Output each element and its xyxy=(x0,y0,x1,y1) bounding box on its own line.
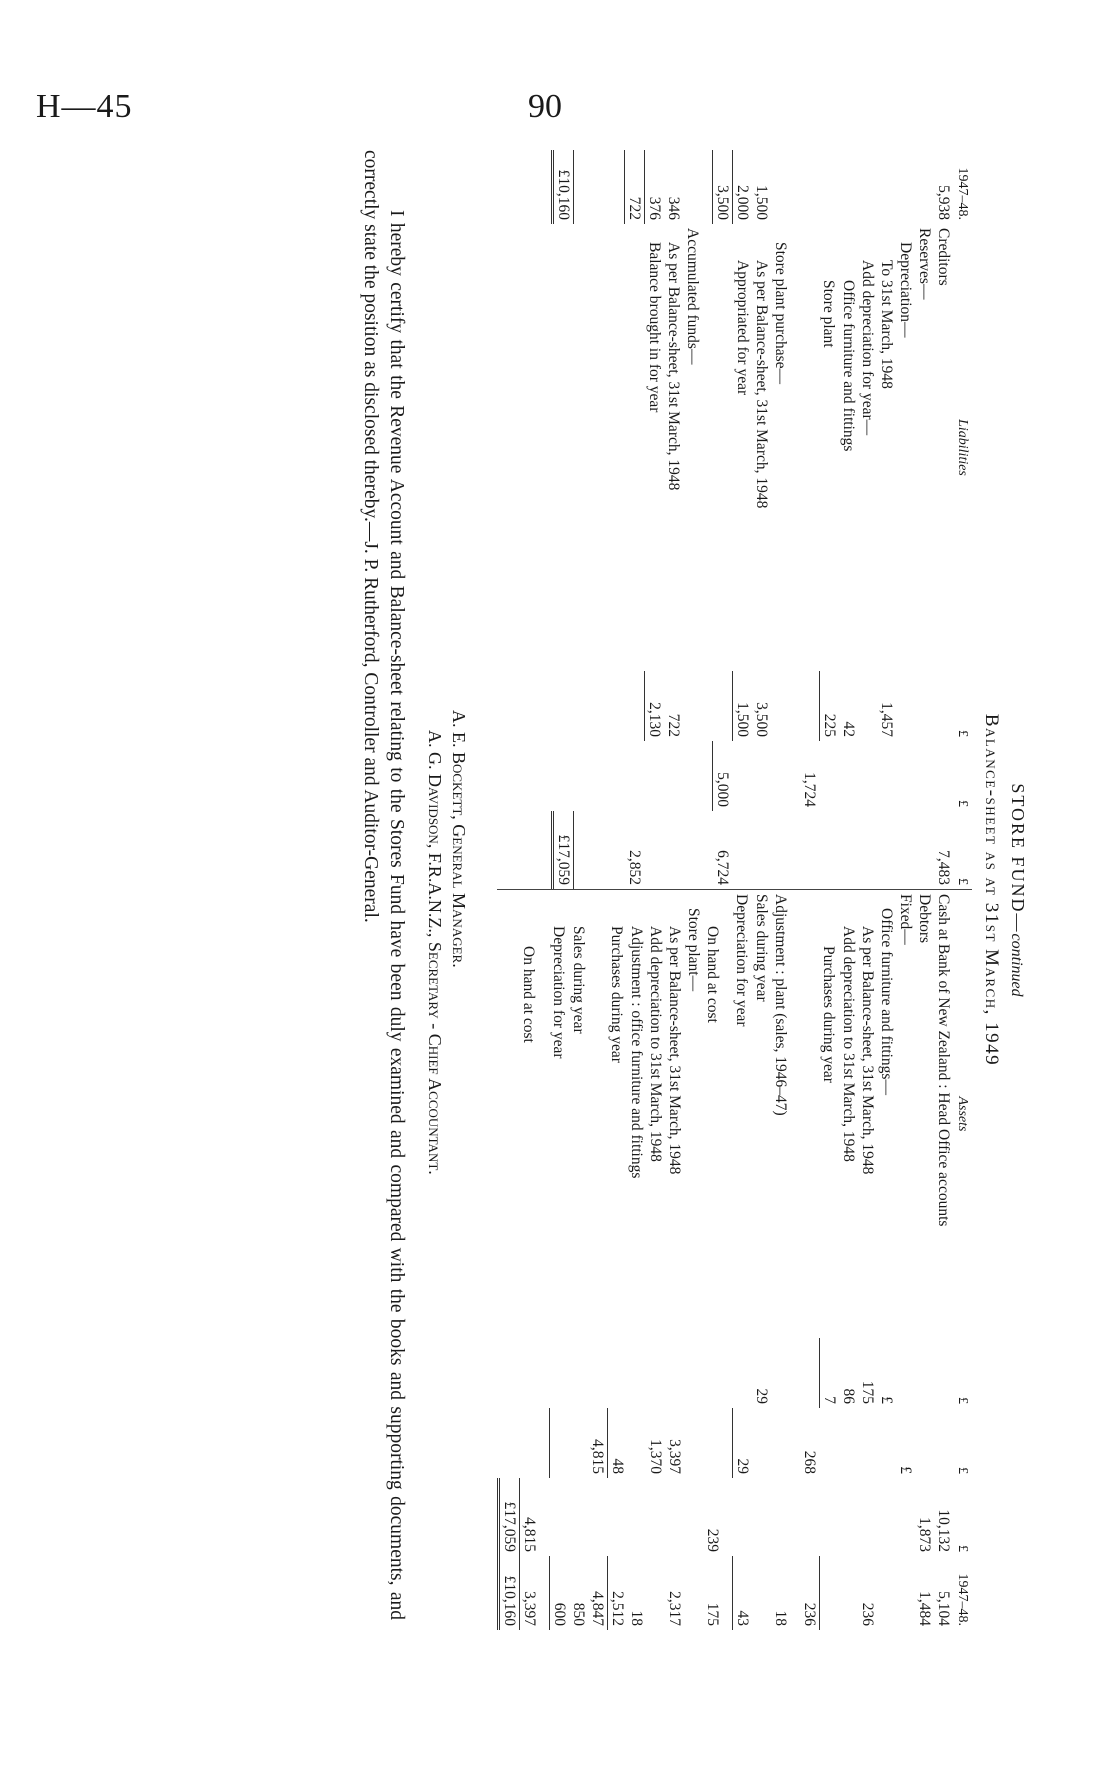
table-row xyxy=(896,150,915,889)
value: 175 xyxy=(859,1380,876,1404)
liabilities-table xyxy=(552,150,973,889)
table-row xyxy=(703,890,722,1630)
currency-heading: £ xyxy=(955,800,970,807)
table-row xyxy=(553,150,574,889)
value: 1,724 xyxy=(801,772,819,807)
table-row xyxy=(733,150,753,889)
value: 3,500 xyxy=(753,702,771,737)
rotated-balance-sheet xyxy=(70,150,1030,1630)
prev-value: 2,000 xyxy=(733,150,753,224)
row-label: Depreciation for year xyxy=(550,926,568,1059)
currency-heading: £ xyxy=(955,1545,970,1552)
prev-value: 2,512 xyxy=(608,1556,628,1630)
table-row xyxy=(665,150,684,889)
table-row xyxy=(877,890,896,1630)
table-row xyxy=(665,890,684,1630)
row-label: Reserves— xyxy=(916,228,933,300)
table-row xyxy=(858,890,877,1630)
value: 6,724 xyxy=(714,850,731,885)
table-row xyxy=(645,150,665,889)
prev-year-heading: 1947–48. xyxy=(955,1573,970,1626)
value: 268 xyxy=(801,1450,818,1474)
audit-certificate: I hereby certify that the Revenue Account and Balance-sheet relating to the Stores Fund have been duly examined and compared with the books and supporting documents, and correctly state the position as disclosed thereby.—J. P. Rutherford, Controller and Auditor-General. xyxy=(360,150,407,1620)
value: 10,132 xyxy=(935,1509,952,1552)
table-row xyxy=(608,890,628,1630)
signature-secretary: A. G. Davidson, F.R.A.N.Z., Secretary - Chief Accountant. xyxy=(425,730,445,1175)
table-row xyxy=(499,890,520,1630)
row-label: Accumulated funds— xyxy=(684,228,702,365)
liabilities-heading: Liabilities xyxy=(955,419,970,476)
table-row xyxy=(934,150,953,889)
row-label: Depreciation for year xyxy=(733,894,751,1027)
signature-general-manager: A. E. Bockett, General Manager. xyxy=(449,710,469,968)
value: 42 xyxy=(840,721,857,737)
row-label: As per Balance-sheet, 31st March, 1948 xyxy=(859,926,876,1175)
value: 239 xyxy=(704,1528,721,1552)
row-label: Sales during year xyxy=(753,894,770,1002)
page-number: 90 xyxy=(528,88,562,125)
table-row xyxy=(625,150,645,889)
signatures xyxy=(423,150,471,1630)
row-label: Fixed— xyxy=(897,894,914,945)
table-row xyxy=(753,150,772,889)
prev-value: 722 xyxy=(625,150,645,224)
value: 1,500 xyxy=(734,702,752,737)
table-row xyxy=(550,890,570,1630)
table-row xyxy=(588,890,608,1630)
prev-value: 5,104 xyxy=(935,1591,952,1626)
currency-heading: £ xyxy=(878,1396,895,1404)
row-label: Balance brought in for year xyxy=(646,242,663,413)
table-row xyxy=(733,890,753,1630)
row-label: As per Balance-sheet, 31st March, 1948 xyxy=(753,260,771,509)
row-label: Adjustment : plant (sales, 1946–47) xyxy=(772,894,789,1116)
row-label: Add depreciation to 31st March, 1948 xyxy=(647,926,664,1162)
table-row xyxy=(771,890,790,1630)
row-label: Store plant xyxy=(820,280,838,348)
row-label: Purchases during year xyxy=(608,926,626,1063)
page-subtitle: Balance-sheet as at 31st March, 1949 xyxy=(981,713,1002,1067)
table-row xyxy=(684,150,703,889)
prev-value: 600 xyxy=(550,1556,570,1630)
prev-value: 1,484 xyxy=(916,1591,933,1626)
value: 1,873 xyxy=(916,1517,933,1552)
table-row xyxy=(915,150,934,889)
prev-value: 4,847 xyxy=(589,1591,606,1626)
prev-value: 2,317 xyxy=(666,1591,683,1626)
page-title: STORE FUND—continued xyxy=(1008,783,1028,997)
value: 7 xyxy=(821,1396,838,1404)
value: 86 xyxy=(840,1388,857,1404)
assets-heading: Assets xyxy=(955,1096,970,1132)
prev-value: 346 xyxy=(665,196,683,220)
value: 225 xyxy=(821,713,838,737)
table-row xyxy=(858,150,877,889)
table-row xyxy=(820,890,840,1630)
currency-heading: £ xyxy=(955,730,970,737)
currency-heading: £ xyxy=(955,1397,970,1404)
row-label: Purchases during year xyxy=(820,946,838,1083)
value: 4,815 xyxy=(589,1439,606,1474)
table-row xyxy=(713,150,733,889)
value: 722 xyxy=(665,713,683,737)
grand-total: £17,059 xyxy=(553,811,574,889)
currency-heading: £ xyxy=(955,878,970,885)
table-row xyxy=(520,890,540,1630)
table-row xyxy=(800,890,820,1630)
table-row xyxy=(934,890,953,1630)
prev-value: 3,397 xyxy=(520,1556,540,1630)
value: 2,130 xyxy=(646,702,664,737)
prev-value: 18 xyxy=(772,1610,789,1626)
value: 29 xyxy=(753,1388,770,1404)
currency-heading: £ xyxy=(897,1466,914,1474)
value: 1,457 xyxy=(878,702,895,737)
value: 1,370 xyxy=(647,1439,664,1474)
row-label: On hand at cost xyxy=(704,926,721,1023)
row-label: Debtors xyxy=(916,894,933,944)
value: 7,483 xyxy=(935,850,952,885)
row-label: Office furniture and fittings xyxy=(840,280,857,452)
table-row xyxy=(877,150,896,889)
prev-value: 376 xyxy=(645,150,665,224)
assets-table xyxy=(497,890,972,1630)
row-label: Creditors xyxy=(935,228,952,286)
value: 48 xyxy=(608,1408,628,1478)
prev-value: 3,500 xyxy=(713,150,733,224)
grand-total: £17,059 xyxy=(499,1478,520,1556)
row-label: Depreciation— xyxy=(897,242,914,338)
prev-value: 43 xyxy=(733,1556,753,1630)
prev-total: £10,160 xyxy=(553,150,574,224)
row-label: Add depreciation for year— xyxy=(859,260,876,436)
prev-value: 5,938 xyxy=(935,185,952,220)
row-label: Appropriated for year xyxy=(734,260,751,396)
prev-year-heading: 1947–48. xyxy=(955,167,970,220)
prev-value: 850 xyxy=(570,1602,587,1626)
row-label: Add depreciation to 31st March, 1948 xyxy=(840,926,857,1162)
value: 4,815 xyxy=(520,1478,540,1556)
value: 2,852 xyxy=(626,850,643,885)
table-row xyxy=(801,150,820,889)
table-row xyxy=(896,890,915,1630)
liabilities-panel xyxy=(497,150,972,890)
table-row xyxy=(839,890,858,1630)
prev-value: 236 xyxy=(859,1602,876,1626)
table-row xyxy=(820,150,840,889)
row-label: As per Balance-sheet, 31st March, 1948 xyxy=(665,242,683,491)
prev-value: 175 xyxy=(704,1602,721,1626)
table-row xyxy=(627,890,646,1630)
row-label: As per Balance-sheet, 31st March, 1948 xyxy=(666,926,683,1175)
table-row xyxy=(646,890,665,1630)
currency-heading: £ xyxy=(955,1467,970,1474)
prev-value: 18 xyxy=(628,1610,645,1626)
value: 5,000 xyxy=(713,741,733,811)
row-label: Adjustment : office furniture and fittings xyxy=(628,926,645,1179)
prev-value: 236 xyxy=(800,1556,820,1630)
prev-total: £10,160 xyxy=(499,1556,520,1630)
row-label: Cash at Bank of New Zealand : Head Office accounts xyxy=(935,894,952,1227)
table-row xyxy=(772,150,791,889)
row-label: Store plant purchase— xyxy=(772,242,790,385)
table-row xyxy=(915,890,934,1630)
row-label: To 31st March, 1948 xyxy=(878,260,895,389)
document-code: H—45 xyxy=(36,88,133,125)
table-row xyxy=(569,890,588,1630)
value: 3,397 xyxy=(666,1439,683,1474)
row-label: Office furniture and fittings— xyxy=(878,908,895,1095)
prev-value: 1,500 xyxy=(753,185,771,220)
table-row xyxy=(839,150,858,889)
value: 29 xyxy=(733,1408,753,1478)
assets-panel xyxy=(497,890,972,1630)
table-row xyxy=(684,890,703,1630)
row-label: On hand at cost xyxy=(520,946,538,1043)
row-label: Store plant— xyxy=(685,908,702,992)
table-row xyxy=(752,890,771,1630)
row-label: Sales during year xyxy=(570,926,587,1034)
